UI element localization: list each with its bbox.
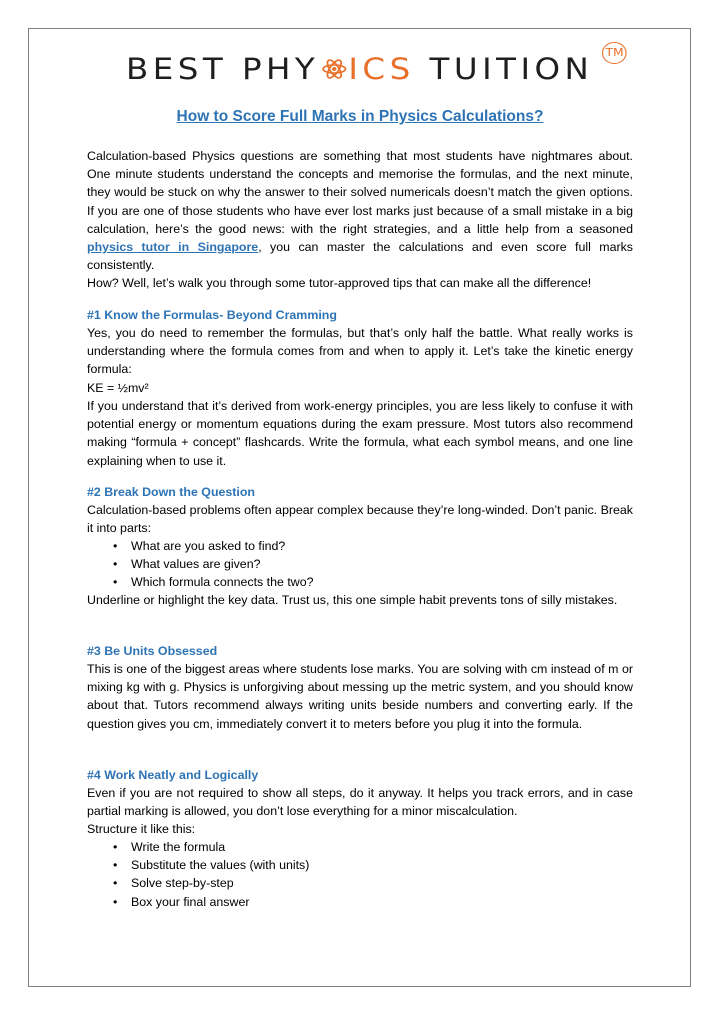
section-2-paragraph-2: Underline or highlight the key data. Trust us, this one simple habit prevents tons of silly mistakes.	[87, 593, 618, 607]
kinetic-energy-formula: KE = ½mv²	[87, 381, 149, 395]
section-1-paragraph: Yes, you do need to remember the formulas, but that’s only half the battle. What really works is understanding where the formula comes from and when to apply it. Let’s take the kinetic energy formula:	[87, 326, 633, 377]
physics-tutor-link[interactable]: physics tutor in Singapore	[87, 240, 259, 255]
section-2-list	[87, 537, 314, 592]
intro-text-end: , you can master the calculations and even score full marks consistently.	[87, 240, 633, 273]
section-2-heading: #2 Break Down the Question	[87, 485, 255, 499]
section-2-paragraph: Calculation-based problems often appear complex because they’re long-winded. Don’t panic. Break it into parts:	[87, 503, 633, 536]
section-3-heading: #3 Be Units Obsessed	[87, 644, 218, 658]
logo-part2: ICS	[348, 52, 416, 86]
intro-text: Calculation-based Physics questions are something that most students have nightmares about. One minute students understand the concepts and memorise the formulas, and the next minute, they would be stuck on why the answer to their solved numericals doesn’t match the given options. If you are one of those students who have ever lost marks just because of a small mistake in a big calculation, here’s the good news: with the right strategies, and a little help from a seasoned	[87, 149, 633, 236]
logo-part3: TUITION	[415, 52, 594, 86]
section-1-paragraph-2: If you understand that it’s derived from work-energy principles, you are less likely to confuse it with potential energy or momentum equations during the exam pressure. Most tutors also recommend making “formula + concept” flashcards. Write the formula, what each symbol means, and one line explaining when to use it.	[87, 399, 633, 468]
section-4-heading: #4 Work Neatly and Logically	[87, 768, 259, 782]
section-1-heading: #1 Know the Formulas- Beyond Cramming	[87, 308, 337, 322]
logo-text	[126, 44, 625, 94]
list-item: • Write the formula	[87, 838, 309, 856]
list-item: • Substitute the values (with units)	[87, 856, 309, 874]
logo	[0, 44, 720, 94]
intro-paragraph	[87, 147, 633, 274]
atom-icon	[321, 46, 348, 70]
section-4-paragraph: Even if you are not required to show all steps, do it anyway. It helps you track errors, and in case partial marking is allowed, you don’t lose everything for a minor miscalculation.	[87, 786, 633, 819]
section-4-list	[87, 838, 309, 911]
list-item: • What values are given?	[87, 555, 314, 573]
intro-line2: How? Well, let’s walk you through some tutor-approved tips that can make all the difference!	[87, 276, 592, 290]
list-item: • Box your final answer	[87, 893, 309, 911]
logo-part1: BEST PHY	[126, 52, 320, 86]
page-title: How to Score Full Marks in Physics Calculations?	[176, 108, 544, 125]
trademark-badge: TM	[603, 42, 628, 64]
list-item: • What are you asked to find?	[87, 537, 314, 555]
list-item: • Which formula connects the two?	[87, 573, 314, 591]
section-3-paragraph: This is one of the biggest areas where students lose marks. You are solving with cm instead of m or mixing kg with g. Physics is unforgiving about messing up the metric system, and you should know about that. Tutors recommend always writing units beside numbers and converting early. If the question gives you cm, immediately convert it to meters before you plug it into the formula.	[87, 662, 633, 731]
list-item: • Solve step-by-step	[87, 874, 309, 892]
section-4-paragraph-2: Structure it like this:	[87, 822, 196, 836]
